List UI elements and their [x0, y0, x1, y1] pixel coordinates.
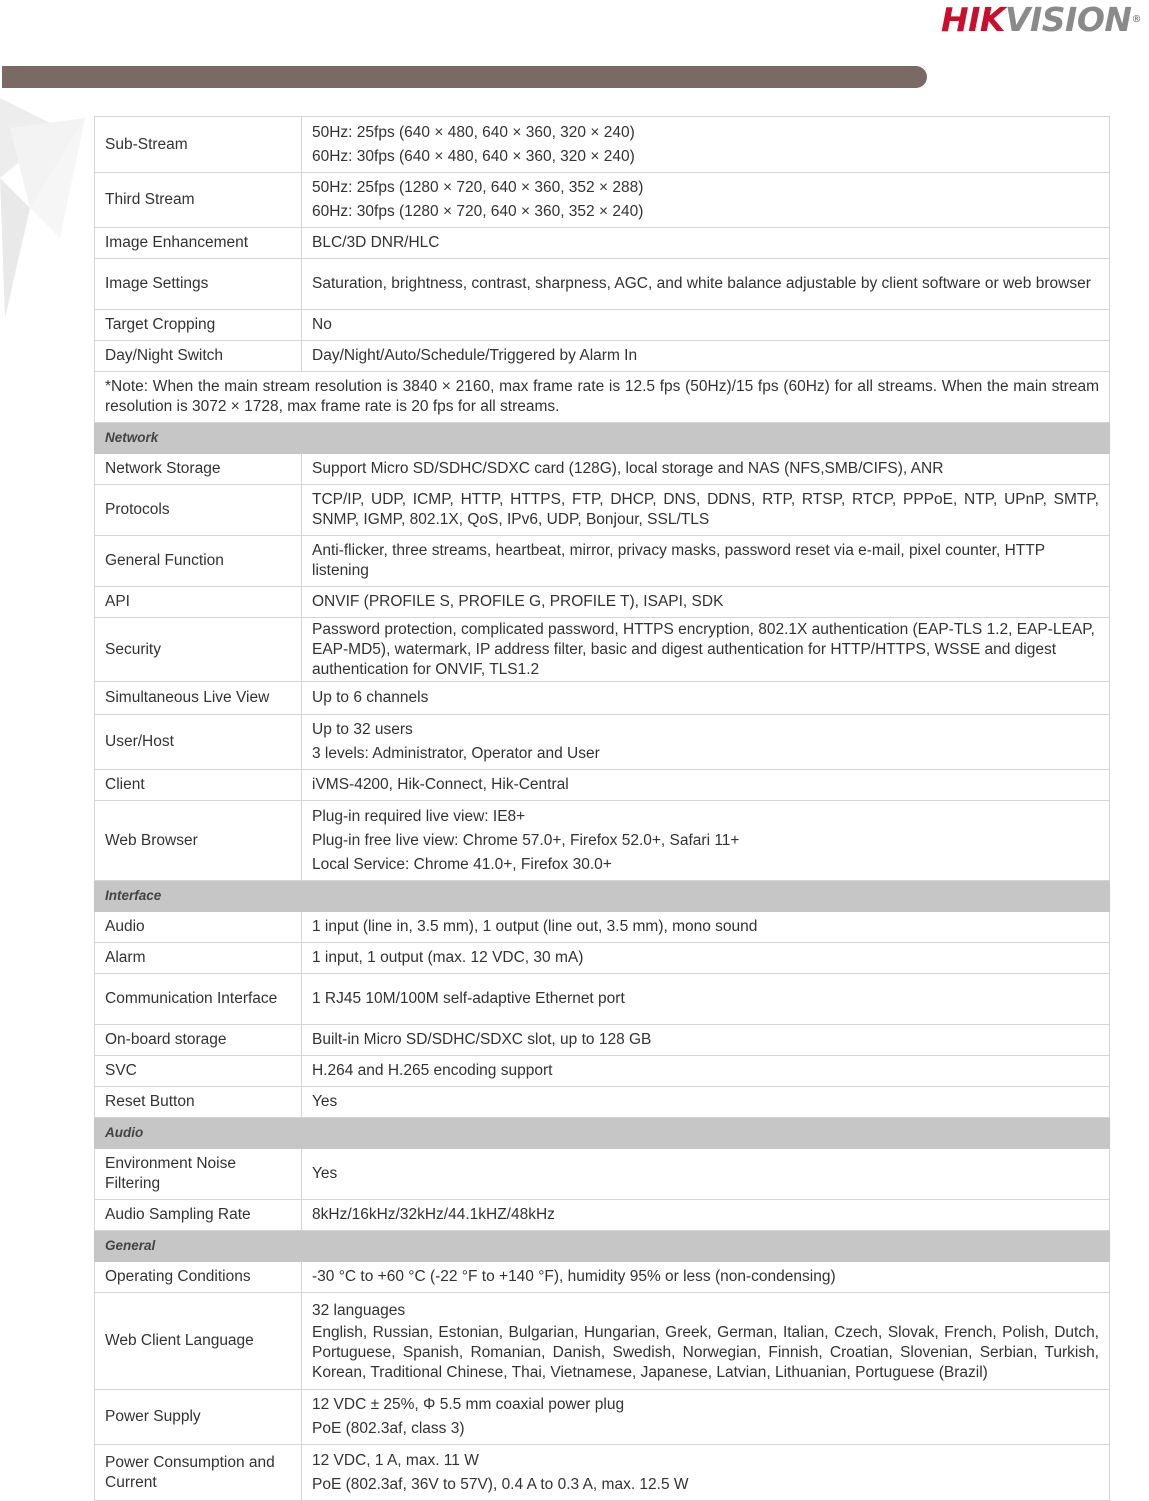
spec-value — [302, 1293, 1110, 1390]
spec-label: Target Cropping — [95, 310, 302, 341]
spec-label: Audio Sampling Rate — [95, 1200, 302, 1231]
logo-registered-mark: ® — [1131, 14, 1141, 25]
logo-part-hik: HIK — [940, 0, 1005, 39]
spec-row — [95, 1293, 1110, 1390]
spec-row — [95, 341, 1110, 372]
spec-value — [302, 912, 1110, 943]
spec-value-line: -30 °C to +60 °C (-22 °F to +140 °F), humidity 95% or less (non-condensing) — [312, 1268, 836, 1285]
spec-label: SVC — [95, 1056, 302, 1087]
spec-row — [95, 1087, 1110, 1118]
spec-value-line: Up to 6 channels — [312, 689, 429, 706]
section-header-row — [95, 1231, 1110, 1262]
spec-value-line: 50Hz: 25fps (640 × 480, 640 × 360, 320 × 240) — [312, 123, 635, 141]
section-header-row — [95, 1118, 1110, 1149]
spec-row — [95, 173, 1110, 228]
section-title: Audio — [95, 1118, 1110, 1149]
spec-label: API — [95, 587, 302, 618]
spec-value — [302, 117, 1110, 173]
spec-value-line: ONVIF (PROFILE S, PROFILE G, PROFILE T), ISAPI, SDK — [312, 593, 724, 610]
spec-row — [95, 310, 1110, 341]
spec-value — [302, 1200, 1110, 1231]
spec-row — [95, 943, 1110, 974]
spec-value — [302, 173, 1110, 228]
spec-value-line: No — [312, 316, 332, 333]
spec-label: Communication Interface — [95, 974, 302, 1025]
spec-value-line: Plug-in free live view: Chrome 57.0+, Firefox 52.0+, Safari 11+ — [312, 831, 740, 849]
spec-row — [95, 1445, 1110, 1501]
spec-row — [95, 1149, 1110, 1200]
spec-label: Sub-Stream — [95, 117, 302, 173]
spec-label: Network Storage — [95, 454, 302, 485]
spec-label: Third Stream — [95, 173, 302, 228]
spec-value — [302, 715, 1110, 770]
spec-label: Web Browser — [95, 801, 302, 881]
spec-row — [95, 1200, 1110, 1231]
section-title: Interface — [95, 881, 1110, 912]
spec-value-line: Plug-in required live view: IE8+ — [312, 807, 526, 825]
spec-value — [302, 1149, 1110, 1200]
spec-value — [302, 587, 1110, 618]
spec-value-line: 32 languages — [312, 1302, 406, 1319]
spec-value — [302, 310, 1110, 341]
spec-row — [95, 454, 1110, 485]
spec-value-line: Saturation, brightness, contrast, sharpness, AGC, and white balance adjustable by client software or web browser — [312, 275, 1091, 292]
spec-row — [95, 1390, 1110, 1445]
spec-value-line: 1 input, 1 output (max. 12 VDC, 30 mA) — [312, 949, 584, 966]
spec-value — [302, 1087, 1110, 1118]
spec-row — [95, 715, 1110, 770]
spec-value — [302, 1262, 1110, 1293]
spec-label: Reset Button — [95, 1087, 302, 1118]
spec-value — [302, 682, 1110, 715]
spec-value — [302, 485, 1110, 536]
spec-label: General Function — [95, 536, 302, 587]
spec-value-line: H.264 and H.265 encoding support — [312, 1062, 553, 1079]
spec-row — [95, 770, 1110, 801]
spec-row — [95, 974, 1110, 1025]
spec-value — [302, 801, 1110, 881]
spec-value-line: 60Hz: 30fps (640 × 480, 640 × 360, 320 × 240) — [312, 147, 635, 165]
spec-row — [95, 587, 1110, 618]
note-row — [95, 372, 1110, 423]
spec-value — [302, 341, 1110, 372]
spec-value-line: Password protection, complicated password, HTTPS encryption, 802.1X authentication (EAP-TLS 1.2, EAP-LEAP, EAP-MD5), watermark, IP address filter, basic and digest authentication for HTTP/HTTPS, WSSE and digest authentication for ONVIF, TLS1.2 — [312, 620, 1095, 678]
spec-label: Power Supply — [95, 1390, 302, 1445]
spec-value-line: 50Hz: 25fps (1280 × 720, 640 × 360, 352 × 288) — [312, 179, 644, 196]
spec-label: Web Client Language — [95, 1293, 302, 1390]
note-text: *Note: When the main stream resolution is 3840 × 2160, max frame rate is 12.5 fps (50Hz)/15 fps (60Hz) for all streams. When the main stream resolution is 3072 × 1728, max frame rate is 20 fps for all streams. — [95, 372, 1110, 423]
spec-value — [302, 536, 1110, 587]
spec-value-line: Built-in Micro SD/SDHC/SDXC slot, up to 128 GB — [312, 1031, 652, 1048]
spec-value-line: TCP/IP, UDP, ICMP, HTTP, HTTPS, FTP, DHCP, DNS, DDNS, RTP, RTSP, RTCP, PPPoE, NTP, UPnP, SMTP, SNMP, IGMP, 802.1X, QoS, IPv6, UDP, Bonjour, SSL/TLS — [312, 491, 1099, 528]
spec-value-line: 1 input (line in, 3.5 mm), 1 output (line out, 3.5 mm), mono sound — [312, 918, 758, 935]
section-title: Network — [95, 423, 1110, 454]
spec-row — [95, 801, 1110, 881]
spec-value-line: Up to 32 users — [312, 721, 413, 738]
spec-value-line: Support Micro SD/SDHC/SDXC card (128G), local storage and NAS (NFS,SMB/CIFS), ANR — [312, 460, 944, 477]
spec-value — [302, 618, 1110, 682]
section-header-row — [95, 881, 1110, 912]
spec-value — [302, 259, 1110, 310]
spec-value-line: PoE (802.3af, 36V to 57V), 0.4 A to 0.3 A, max. 12.5 W — [312, 1475, 689, 1493]
spec-value — [302, 1025, 1110, 1056]
spec-label: Client — [95, 770, 302, 801]
spec-table — [94, 116, 1110, 1501]
spec-value — [302, 228, 1110, 259]
spec-row — [95, 117, 1110, 173]
spec-value-line: 12 VDC ± 25%, Φ 5.5 mm coaxial power plug — [312, 1396, 625, 1413]
section-title: General — [95, 1231, 1110, 1262]
spec-value — [302, 770, 1110, 801]
spec-label: User/Host — [95, 715, 302, 770]
spec-value — [302, 454, 1110, 485]
spec-value-line: 1 RJ45 10M/100M self-adaptive Ethernet port — [312, 990, 625, 1007]
spec-row — [95, 259, 1110, 310]
spec-label: Environment Noise Filtering — [95, 1149, 302, 1200]
spec-label: Security — [95, 618, 302, 682]
spec-value — [302, 974, 1110, 1025]
spec-value-line: 8kHz/16kHz/32kHz/44.1kHZ/48kHz — [312, 1206, 555, 1223]
spec-value-line: Yes — [312, 1165, 338, 1182]
spec-value-line: 12 VDC, 1 A, max. 11 W — [312, 1451, 479, 1469]
spec-value — [302, 1390, 1110, 1445]
decorative-shard-graphic — [0, 88, 95, 328]
header-bar — [2, 66, 927, 88]
spec-row — [95, 228, 1110, 259]
spec-value-line: iVMS-4200, Hik-Connect, Hik-Central — [312, 776, 569, 793]
spec-row — [95, 536, 1110, 587]
spec-value-line: Day/Night/Auto/Schedule/Triggered by Alarm In — [312, 347, 638, 364]
spec-label: Day/Night Switch — [95, 341, 302, 372]
spec-row — [95, 1025, 1110, 1056]
spec-value — [302, 1445, 1110, 1501]
section-header-row — [95, 423, 1110, 454]
spec-value-line: 3 levels: Administrator, Operator and User — [312, 745, 600, 762]
spec-value — [302, 943, 1110, 974]
spec-value — [302, 1056, 1110, 1087]
spec-value-line: Local Service: Chrome 41.0+, Firefox 30.0+ — [312, 855, 612, 873]
spec-value-line: 60Hz: 30fps (1280 × 720, 640 × 360, 352 × 240) — [312, 203, 644, 220]
spec-value-line: BLC/3D DNR/HLC — [312, 234, 440, 251]
spec-row — [95, 1056, 1110, 1087]
spec-row — [95, 1262, 1110, 1293]
spec-label: Image Settings — [95, 259, 302, 310]
spec-label: Image Enhancement — [95, 228, 302, 259]
spec-value-line: Anti-flicker, three streams, heartbeat, mirror, privacy masks, password reset via e-mail, pixel counter, HTTP listening — [312, 542, 1045, 579]
spec-label: Protocols — [95, 485, 302, 536]
spec-value-line: Yes — [312, 1093, 338, 1110]
logo-part-vision: VISION — [1004, 0, 1132, 39]
spec-value-line: PoE (802.3af, class 3) — [312, 1420, 465, 1437]
spec-row — [95, 682, 1110, 715]
spec-label: On-board storage — [95, 1025, 302, 1056]
spec-row — [95, 618, 1110, 682]
spec-label: Simultaneous Live View — [95, 682, 302, 715]
spec-label: Audio — [95, 912, 302, 943]
spec-row — [95, 485, 1110, 536]
spec-row — [95, 912, 1110, 943]
spec-label: Alarm — [95, 943, 302, 974]
spec-label: Operating Conditions — [95, 1262, 302, 1293]
hikvision-logo — [941, 0, 1141, 40]
spec-value-line: English, Russian, Estonian, Bulgarian, Hungarian, Greek, German, Italian, Czech, Slovak, French, Polish, Dutch, Portuguese, Spanish, Romanian, Danish, Swedish, Norwegian, Finnish, Croatian, Slovenian, Serbian, Turkish, Korean, Traditional Chinese, Thai, Vietnamese, Japanese, Latvian, Lithuanian, Portuguese (Brazil) — [312, 1324, 1099, 1381]
spec-label: Power Consumption and Current — [95, 1445, 302, 1501]
